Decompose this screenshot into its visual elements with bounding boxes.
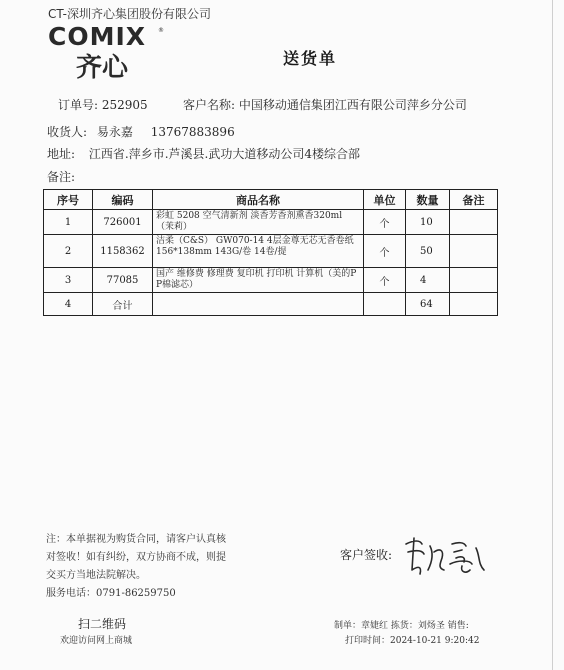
cell-unit (364, 293, 406, 316)
note-line-2: 对签收！如有纠纷，双方协商不成，则提 (46, 552, 226, 563)
address-value: 江西省.萍乡市.芦溪县.武功大道移动公司4楼综合部 (88, 147, 360, 161)
page-edge-line (552, 0, 553, 670)
print-time: 打印时间：2024-10-21 9:20:42 (345, 636, 480, 646)
cell-total-qty: 64 (406, 293, 450, 316)
cell-unit: 个 (364, 210, 406, 235)
cell-no: 2 (44, 235, 93, 268)
cell-no: 4 (44, 293, 93, 316)
address-label: 地址: (47, 147, 76, 161)
cell-name: 彩虹 5208 空气清新剂 淡香芳香剂熏香320ml（茉莉） (153, 210, 364, 235)
receiver-row (47, 123, 235, 140)
svg-text:COMIX: COMIX (48, 22, 147, 51)
table-row (44, 268, 498, 293)
header-no: 序号 (44, 190, 93, 210)
header-unit: 单位 (364, 190, 406, 210)
receiver-name: 易永嘉 (96, 125, 133, 139)
header-name: 商品名称 (153, 190, 364, 210)
header-code: 编码 (93, 190, 153, 210)
cell-no: 1 (44, 210, 93, 235)
staff-line: 制单：章婕红 拣货：刘炀圣 销售: (334, 621, 469, 631)
qr-title: 扫二维码 (78, 617, 127, 631)
cell-unit: 个 (364, 235, 406, 268)
cell-note (450, 235, 498, 268)
company-name: CT-深圳齐心集团股份有限公司 (48, 7, 211, 21)
customer-value: 中国移动通信集团江西有限公司萍乡分公司 (238, 98, 467, 112)
cell-unit: 个 (364, 268, 406, 293)
items-table (43, 189, 498, 316)
customer-sign-label: 客户签收: (340, 548, 393, 562)
svg-text:®: ® (158, 27, 164, 34)
cell-qty: 10 (406, 210, 450, 235)
cell-code: 726001 (93, 210, 153, 235)
customer-row (183, 96, 467, 113)
cell-code: 77085 (93, 268, 153, 293)
comix-logo (46, 22, 170, 82)
cell-total-label: 合计 (93, 293, 153, 316)
cell-no: 3 (44, 268, 93, 293)
document-title: 送货单 (283, 49, 338, 68)
cell-code: 1158362 (93, 235, 153, 268)
cell-name: 洁柔（C&S） GW070-14 4层金尊无芯无香卷纸 156*138mm 143G/卷 14卷/提 (153, 235, 364, 268)
table-total-row (44, 293, 498, 316)
remark-label: 备注: (47, 170, 76, 184)
address-row (47, 145, 360, 162)
order-number-value: 252905 (101, 98, 148, 112)
handwritten-signature (400, 530, 495, 578)
header-note: 备注 (450, 190, 498, 210)
cell-name: 国产 维修费 修理费 复印机 打印机 计算机（美的PP棉滤芯） (153, 268, 364, 293)
table-header-row (44, 190, 498, 210)
cell-qty: 4 (406, 268, 450, 293)
receiver-label: 收货人: (47, 125, 88, 139)
header-qty: 数量 (406, 190, 450, 210)
note-line-3: 交买方当地法院解决。 (46, 570, 146, 581)
order-number-row (58, 96, 148, 113)
table-row (44, 210, 498, 235)
qr-subtitle: 欢迎访问网上商城 (60, 636, 133, 646)
cell-note (450, 268, 498, 293)
table-row (44, 235, 498, 268)
cell-note (450, 210, 498, 235)
order-number-label: 订单号: (58, 98, 99, 112)
cell-qty: 50 (406, 235, 450, 268)
receiver-phone: 13767883896 (150, 125, 235, 139)
service-phone: 服务电话：0791-86259750 (46, 588, 176, 599)
svg-text:齐心: 齐心 (76, 53, 129, 82)
customer-label: 客户名称: (183, 98, 236, 112)
note-line-1: 注：本单据视为购货合同，请客户认真核 (46, 534, 226, 545)
cell-name (153, 293, 364, 316)
cell-note (450, 293, 498, 316)
